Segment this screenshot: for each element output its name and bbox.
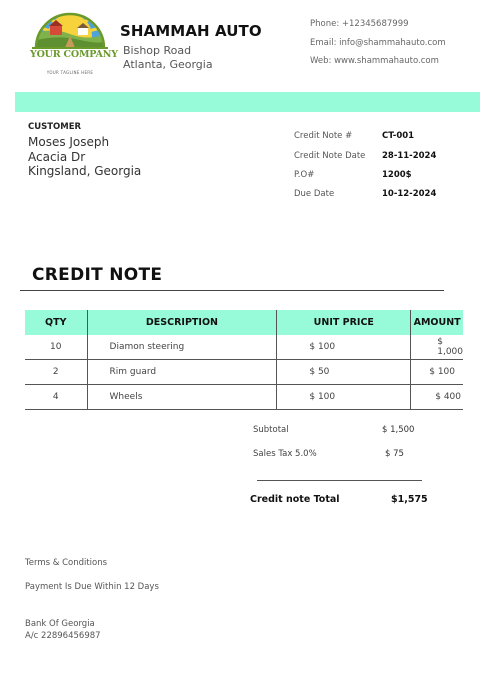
cell-unit-price: $ 100 bbox=[277, 385, 411, 410]
bank-account: A/c 22896456987 bbox=[25, 631, 101, 641]
company-phone: Phone: +12345687999 bbox=[310, 19, 409, 29]
meta-value-due-date: 10-12-2024 bbox=[382, 189, 437, 199]
logo-text: YOUR COMPANY bbox=[30, 49, 118, 60]
customer-city: Kingsland, Georgia bbox=[28, 164, 142, 178]
title-divider bbox=[20, 290, 444, 291]
cell-amount: $ 1,000 bbox=[411, 335, 463, 360]
cell-qty: 10 bbox=[25, 335, 87, 360]
sales-tax-label: Sales Tax 5.0% bbox=[253, 449, 317, 459]
logo-tagline: YOUR TAGLINE HERE bbox=[46, 70, 94, 75]
cell-description: Diamon steering bbox=[87, 335, 277, 360]
header-description: DESCRIPTION bbox=[87, 310, 277, 335]
table-row bbox=[25, 385, 463, 410]
subtotal-value: $ 1,500 bbox=[382, 425, 415, 435]
company-email: Email: info@shammahauto.com bbox=[310, 38, 446, 48]
cell-amount: $ 100 bbox=[411, 360, 463, 385]
cell-qty: 2 bbox=[25, 360, 87, 385]
document-title: CREDIT NOTE bbox=[32, 265, 163, 285]
items-table bbox=[25, 310, 463, 410]
company-logo bbox=[30, 6, 118, 78]
company-name: SHAMMAH AUTO bbox=[120, 22, 262, 40]
meta-label-credit-note-date: Credit Note Date bbox=[294, 151, 366, 161]
header-qty: QTY bbox=[25, 310, 87, 335]
cell-unit-price: $ 50 bbox=[277, 360, 411, 385]
header-unit-price: UNIT PRICE bbox=[277, 310, 411, 335]
summary-divider bbox=[257, 480, 422, 481]
company-address-line2: Atlanta, Georgia bbox=[123, 58, 213, 71]
meta-value-po: 1200$ bbox=[382, 170, 412, 180]
customer-street: Acacia Dr bbox=[28, 150, 86, 164]
bank-name: Bank Of Georgia bbox=[25, 619, 95, 629]
logo-farm-icon bbox=[30, 6, 110, 50]
subtotal-label: Subtotal bbox=[253, 425, 289, 435]
company-address-line1: Bishop Road bbox=[123, 44, 192, 57]
table-row bbox=[25, 335, 463, 360]
cell-qty: 4 bbox=[25, 385, 87, 410]
total-value: $1,575 bbox=[391, 494, 428, 505]
accent-band bbox=[15, 92, 480, 112]
sales-tax-value: $ 75 bbox=[385, 449, 404, 459]
customer-name: Moses Joseph bbox=[28, 135, 110, 149]
table-row bbox=[25, 360, 463, 385]
cell-description: Wheels bbox=[87, 385, 277, 410]
total-label: Credit note Total bbox=[250, 494, 340, 505]
table-header-row bbox=[25, 310, 463, 335]
meta-label-due-date: Due Date bbox=[294, 189, 335, 199]
meta-label-credit-note-number: Credit Note # bbox=[294, 131, 353, 141]
meta-value-credit-note-number: CT-001 bbox=[382, 131, 415, 141]
terms-text: Payment Is Due Within 12 Days bbox=[25, 582, 159, 592]
meta-label-po: P.O# bbox=[294, 170, 315, 180]
company-web: Web: www.shammahauto.com bbox=[310, 56, 439, 66]
customer-label: CUSTOMER bbox=[28, 122, 82, 132]
terms-title: Terms & Conditions bbox=[25, 558, 108, 568]
header-amount: AMOUNT bbox=[411, 310, 463, 335]
cell-description: Rim guard bbox=[87, 360, 277, 385]
meta-value-credit-note-date: 28-11-2024 bbox=[382, 151, 437, 161]
cell-unit-price: $ 100 bbox=[277, 335, 411, 360]
cell-amount: $ 400 bbox=[411, 385, 463, 410]
